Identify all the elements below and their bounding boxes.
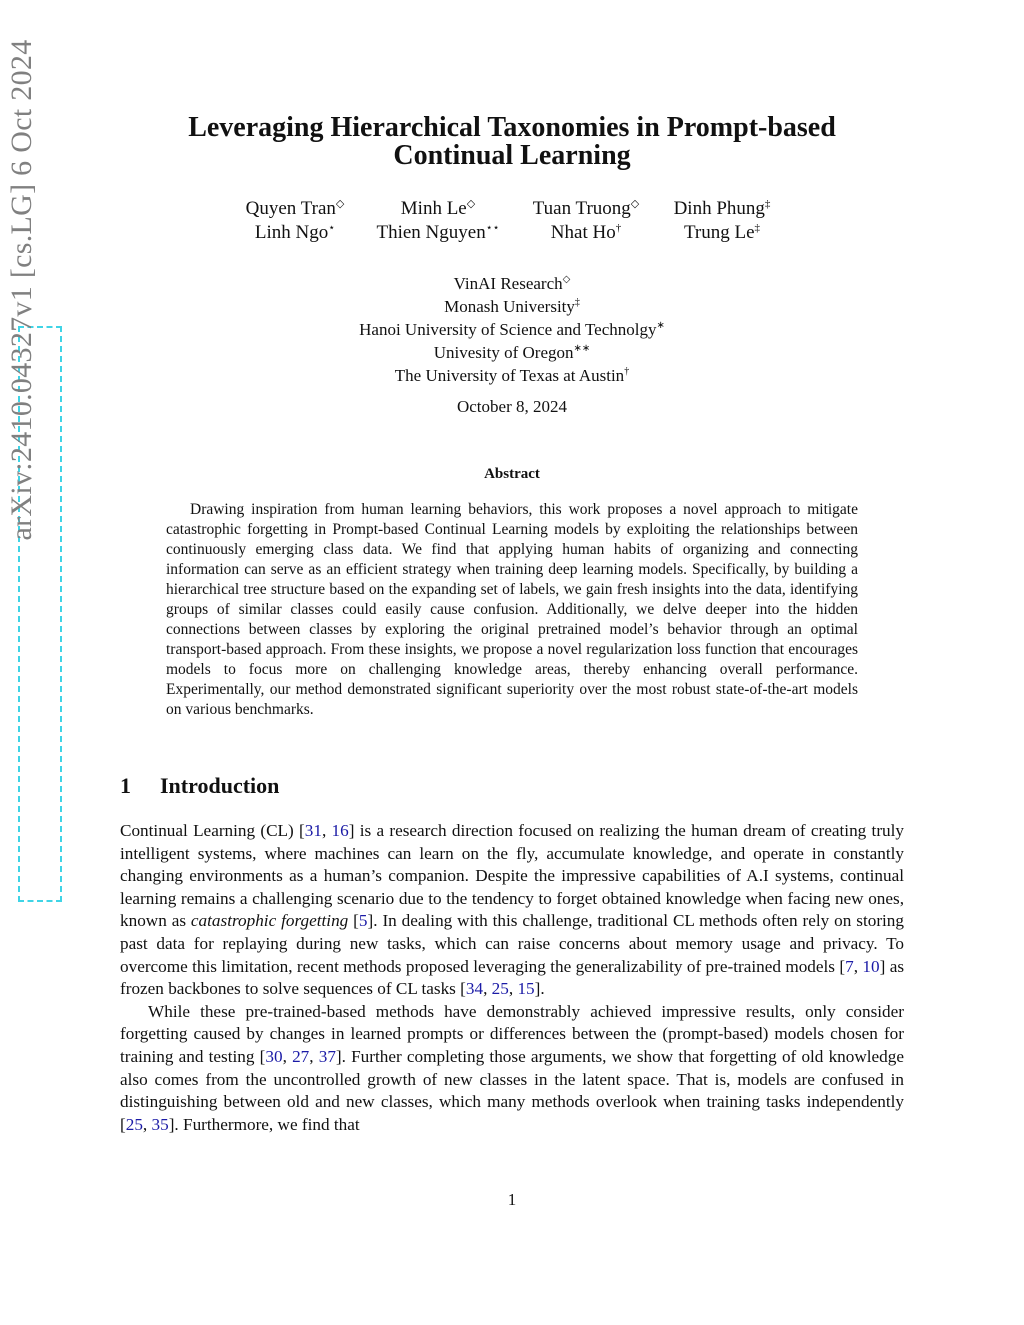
citation-link[interactable]: 10: [862, 956, 880, 976]
emphasis-term: catastrophic forgetting: [190, 911, 349, 931]
citation-link[interactable]: 35: [151, 1114, 169, 1134]
paragraph: Continual Learning (CL) [31, 16] is a research direction focused on realizing the human dream of creating truly intelligent systems, where machines can learn on the fly, accumulate knowledge, and operate in constantly changing environments as a human’s companion. Despite the impressive capabilities of A.I systems, continual learning remains a challenging scenario due to the tendency to forget obtained knowledge when facing new ones, known as catastrophic forgetting [5]. In dealing with this challenge, traditional CL methods often rely on storing past data for replaying during new tasks, which can raise concerns about memory usage and privacy. To overcome this limitation, recent methods proposed leveraging the generalizability of pre-trained models [7, 10] as frozen backbones to solve sequences of CL tasks [34, 25, 15].: [120, 821, 905, 999]
paragraph: While these pre-trained-based methods have demonstrably achieved impressive results, only consider forgetting caused by changes in learned prompts or differences between the (prompt-based) models chosen for training and testing [30, 27, 37]. Further completing those arguments, we show that forgetting of old knowledge also comes from the uncontrolled growth of new classes in the latent space. That is, models are confused in distinguishing between old and new classes, which many methods overlook when training tasks independently [25, 35]. Furthermore, we find that: [120, 1001, 904, 1134]
citation-link[interactable]: 25: [491, 979, 509, 999]
citation-link[interactable]: 30: [265, 1046, 283, 1066]
citation-link[interactable]: 34: [465, 979, 484, 999]
author: Dinh Phung‡: [673, 198, 771, 219]
author-row-1: [0, 198, 1024, 222]
abstract-text: Drawing inspiration from human learning behaviors, this work proposes a novel approach to mitigate catastrophic forgetting in Prompt-based Continual Learning models by exploiting the relationships between continuously emerging class data. We find that applying human habits of organizing and connecting information can serve as an efficient strategy when training deep learning models. Specifically, by building a hierarchical tree structure based on the expanding set of labels, we gain fresh insights into the data, identifying groups of similar classes could easily cause confusion. Additionally, we delve deeper into the hidden connections between classes by exploring the original pretrained model’s behavior through an optimal transport-based approach. From these insights, we propose a novel regularization loss function that encourages models to focus more on challenging knowledge areas, thereby enhancing overall performance. Experimentally, our method demonstrated significant superiority over the most robust state-of-the-art models on various benchmarks.: [166, 501, 858, 718]
arxiv-identifier[interactable]: arXiv:2410.04327v1 [cs.LG] 6 Oct 2024: [5, 39, 38, 541]
citation-link[interactable]: 27: [292, 1046, 310, 1066]
affiliation: Monash University‡: [444, 297, 580, 316]
citation-link[interactable]: 15: [517, 979, 535, 999]
paper-title-line-1: Leveraging Hierarchical Taxonomies in Prompt-based: [188, 112, 836, 143]
citation-link[interactable]: 31: [304, 821, 322, 840]
affiliation: Univesity of Oregon∗∗: [433, 343, 591, 362]
publication-date: October 8, 2024: [456, 397, 567, 416]
citation-link[interactable]: 5: [358, 911, 368, 931]
section-heading-introduction: [120, 773, 279, 799]
author: Thien Nguyen⋆⋆: [376, 222, 500, 243]
citation-link[interactable]: 7: [845, 956, 854, 976]
author: Tuan Truong◇: [532, 198, 640, 219]
section-number: 1: [120, 773, 131, 798]
citation-link[interactable]: 16: [331, 821, 349, 840]
author: Nhat Ho†: [550, 222, 622, 243]
citation-link[interactable]: 25: [125, 1114, 143, 1134]
page-number: 1: [507, 1190, 517, 1209]
introduction-body: [120, 820, 904, 1136]
affiliation: VinAI Research◇: [453, 274, 571, 293]
abstract-heading: Abstract: [484, 466, 540, 482]
affiliation: The University of Texas at Austin†: [394, 366, 630, 385]
author: Trung Le‡: [683, 222, 761, 243]
paper-title: [0, 114, 1024, 170]
paper-title-line-2: Continual Learning: [393, 140, 631, 171]
author: Minh Le◇: [400, 198, 476, 219]
author: Linh Ngo⋆: [254, 222, 336, 243]
affiliation: Hanoi University of Science and Technolgy∗: [359, 320, 665, 339]
citation-link[interactable]: 37: [318, 1046, 336, 1066]
author: Quyen Tran◇: [245, 198, 345, 219]
section-title: Introduction: [160, 773, 280, 798]
affiliation-list: [0, 272, 1024, 387]
author-row-2: [0, 222, 1024, 246]
